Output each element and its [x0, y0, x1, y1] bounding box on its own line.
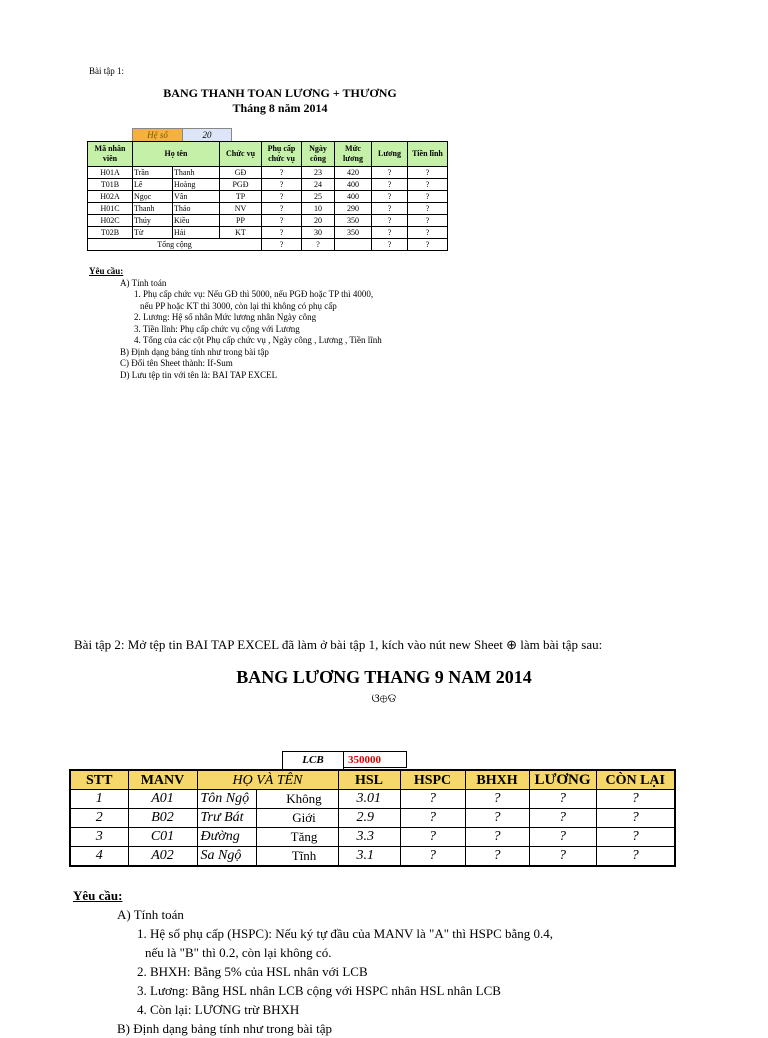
- req-line: B) Định dạng bảng tính như trong bài tập: [120, 346, 269, 357]
- table-cell[interactable]: 290: [335, 203, 372, 215]
- table-cell[interactable]: Tôn Ngộ: [197, 790, 256, 809]
- table-cell[interactable]: Không: [256, 790, 338, 809]
- table-cell[interactable]: ?: [372, 227, 408, 239]
- table-cell[interactable]: Tĩnh: [256, 847, 338, 867]
- req-line: nếu PP hoặc KT thì 3000, còn lại thì không có phụ cấp: [140, 300, 337, 311]
- table-cell[interactable]: A02: [128, 847, 197, 867]
- table-cell[interactable]: H01A: [88, 167, 133, 179]
- req-line: 1. Phụ cấp chức vụ: Nếu GĐ thì 5000, nếu PGĐ hoặc TP thì 4000,: [134, 289, 374, 299]
- table-row: [88, 191, 448, 203]
- table-cell[interactable]: 2.9: [338, 809, 400, 828]
- table-cell[interactable]: Vân: [173, 191, 220, 203]
- table-cell[interactable]: GĐ: [220, 167, 262, 179]
- table-cell[interactable]: Đường: [197, 828, 256, 847]
- table-cell[interactable]: ?: [596, 828, 675, 847]
- ornament-divider: ଓ⊕ଡ: [371, 691, 397, 705]
- table-cell[interactable]: 1: [70, 790, 128, 809]
- exercise-1-label: Bài tập 1:: [89, 66, 124, 76]
- table-row: [88, 227, 448, 239]
- table-cell[interactable]: KT: [220, 227, 262, 239]
- table-cell[interactable]: 30: [302, 227, 335, 239]
- table-cell[interactable]: ?: [400, 828, 465, 847]
- table-cell[interactable]: Sa Ngộ: [197, 847, 256, 867]
- total-phu-cap[interactable]: ?: [262, 239, 302, 251]
- table-cell[interactable]: 3.1: [338, 847, 400, 867]
- exercise-2-intro: Bài tập 2: Mở tệp tin BAI TAP EXCEL đã làm ở bài tập 1, kích vào nút new Sheet ⊕ làm bài tập sau:: [74, 637, 603, 652]
- header-luong[interactable]: Lương: [372, 142, 408, 167]
- table-row: [88, 167, 448, 179]
- table-cell[interactable]: ?: [400, 809, 465, 828]
- table-cell[interactable]: 3.3: [338, 828, 400, 847]
- table-cell[interactable]: 350: [335, 227, 372, 239]
- table-cell[interactable]: ?: [400, 847, 465, 867]
- req-line: 4. Tổng của các cột Phụ cấp chức vụ , Ngày công , Lương , Tiền lĩnh: [134, 335, 382, 345]
- table-row: [70, 847, 675, 867]
- table-cell[interactable]: ?: [408, 167, 448, 179]
- table-cell[interactable]: ?: [529, 790, 596, 809]
- req-heading: Yêu cầu:: [89, 266, 124, 276]
- req-line: D) Lưu tệp tin với tên là: BAI TAP EXCEL: [120, 369, 278, 380]
- table-cell[interactable]: A01: [128, 790, 197, 809]
- salary-table-2: [69, 769, 676, 867]
- header-stt[interactable]: STT: [70, 770, 128, 790]
- table-cell[interactable]: NV: [220, 203, 262, 215]
- req-line: 3. Tiền lĩnh: Phụ cấp chức vụ cộng với Lương: [134, 323, 300, 334]
- table-cell[interactable]: ?: [262, 215, 302, 227]
- header-muc-luong[interactable]: Mức lương: [335, 142, 372, 167]
- table-cell[interactable]: 350: [335, 215, 372, 227]
- table-cell[interactable]: 2: [70, 809, 128, 828]
- header-bhxh[interactable]: BHXH: [465, 770, 529, 790]
- table-cell[interactable]: 10: [302, 203, 335, 215]
- table-cell[interactable]: Thúy: [133, 215, 173, 227]
- req-line: 2. BHXH: Bằng 5% của HSL nhân với LCB: [137, 964, 368, 979]
- table-cell[interactable]: ?: [372, 179, 408, 191]
- table-cell[interactable]: PP: [220, 215, 262, 227]
- table-cell[interactable]: ?: [596, 847, 675, 867]
- exercise-2-requirements: [73, 886, 553, 1038]
- table-cell[interactable]: Lê: [133, 179, 173, 191]
- table-cell[interactable]: 420: [335, 167, 372, 179]
- table-cell[interactable]: ?: [529, 809, 596, 828]
- exercise-1-subtitle: Tháng 8 năm 2014: [232, 101, 328, 115]
- header-manv[interactable]: MANV: [128, 770, 197, 790]
- table-cell[interactable]: Thảo: [173, 203, 220, 215]
- table-cell[interactable]: ?: [529, 828, 596, 847]
- table-cell[interactable]: ?: [262, 203, 302, 215]
- table-cell[interactable]: ?: [372, 167, 408, 179]
- table-cell[interactable]: ?: [408, 191, 448, 203]
- exercise-1-requirements: [89, 266, 382, 381]
- header-phu-cap[interactable]: Phụ cấp chức vụ: [262, 142, 302, 167]
- table-cell[interactable]: ?: [408, 203, 448, 215]
- lcb-value-cell[interactable]: 350000: [343, 751, 407, 768]
- total-ngay-cong[interactable]: ?: [302, 239, 335, 251]
- table-cell[interactable]: Trư Bát: [197, 809, 256, 828]
- table-cell[interactable]: 400: [335, 179, 372, 191]
- table-cell[interactable]: ?: [262, 227, 302, 239]
- table-row: [70, 809, 675, 828]
- exercise-2-title: BANG LƯƠNG THANG 9 NAM 2014: [236, 667, 532, 687]
- exercise-1-title: BANG THANH TOAN LƯƠNG + THƯƠNG: [163, 86, 397, 100]
- header-ngay-cong[interactable]: Ngày công: [302, 142, 335, 167]
- table-cell[interactable]: T02B: [88, 227, 133, 239]
- table-cell[interactable]: Tăng: [256, 828, 338, 847]
- table-cell[interactable]: ?: [408, 215, 448, 227]
- req-line: 4. Còn lại: LƯƠNG trừ BHXH: [137, 1002, 300, 1017]
- req-line: B) Định dạng bảng tính như trong bài tập: [117, 1021, 333, 1036]
- table-row: [70, 828, 675, 847]
- table-cell[interactable]: H02C: [88, 215, 133, 227]
- header-hspc[interactable]: HSPC: [400, 770, 465, 790]
- table-cell[interactable]: ?: [465, 847, 529, 867]
- header-luong[interactable]: LƯƠNG: [529, 770, 596, 790]
- table-cell[interactable]: ?: [408, 179, 448, 191]
- table-cell[interactable]: ?: [372, 203, 408, 215]
- total-luong[interactable]: ?: [372, 239, 408, 251]
- table-cell[interactable]: ?: [529, 847, 596, 867]
- header-ho-ten[interactable]: Họ tên: [133, 142, 220, 167]
- header-hsl[interactable]: HSL: [338, 770, 400, 790]
- table-cell[interactable]: T01B: [88, 179, 133, 191]
- table-cell[interactable]: Ngọc: [133, 191, 173, 203]
- table-row: [88, 203, 448, 215]
- table-cell[interactable]: ?: [596, 809, 675, 828]
- table-cell[interactable]: ?: [596, 790, 675, 809]
- req-heading: Yêu cầu:: [73, 888, 123, 903]
- table-cell[interactable]: 4: [70, 847, 128, 867]
- table-cell[interactable]: Trần: [133, 167, 173, 179]
- table-cell[interactable]: 25: [302, 191, 335, 203]
- table-cell[interactable]: Thanh: [173, 167, 220, 179]
- table-cell[interactable]: 20: [302, 215, 335, 227]
- table-cell[interactable]: ?: [465, 790, 529, 809]
- table-cell[interactable]: ?: [408, 227, 448, 239]
- table-cell[interactable]: H01C: [88, 203, 133, 215]
- table-cell[interactable]: ?: [372, 215, 408, 227]
- table-cell[interactable]: ?: [465, 828, 529, 847]
- table-cell[interactable]: Hoàng: [173, 179, 220, 191]
- total-muc-luong[interactable]: [335, 239, 372, 251]
- table-cell[interactable]: Từ: [133, 227, 173, 239]
- table-cell[interactable]: 23: [302, 167, 335, 179]
- heso-value-cell[interactable]: 20: [182, 128, 232, 142]
- table-cell[interactable]: 400: [335, 191, 372, 203]
- table-cell[interactable]: PGĐ: [220, 179, 262, 191]
- table-cell[interactable]: Giới: [256, 809, 338, 828]
- header-tien-linh[interactable]: Tiền lĩnh: [408, 142, 448, 167]
- req-line: A) Tính toán: [120, 277, 167, 288]
- salary-table-1: [87, 141, 448, 251]
- req-line: nếu là "B" thì 0.2, còn lại không có.: [145, 945, 332, 960]
- table-cell[interactable]: 3: [70, 828, 128, 847]
- table-cell[interactable]: ?: [465, 809, 529, 828]
- table-cell[interactable]: B02: [128, 809, 197, 828]
- table-cell[interactable]: ?: [372, 191, 408, 203]
- table-row: [70, 790, 675, 809]
- table-row: [88, 179, 448, 191]
- header-con-lai[interactable]: CÒN LẠI: [596, 770, 675, 790]
- table-cell[interactable]: ?: [400, 790, 465, 809]
- req-line: 2. Lương: Hệ số nhân Mức lương nhân Ngày công: [134, 312, 317, 322]
- table-cell[interactable]: 3.01: [338, 790, 400, 809]
- lcb-label-cell[interactable]: LCB: [282, 751, 344, 770]
- table-cell[interactable]: Kiều: [173, 215, 220, 227]
- table-cell[interactable]: C01: [128, 828, 197, 847]
- table-cell[interactable]: ?: [262, 167, 302, 179]
- table-cell[interactable]: TP: [220, 191, 262, 203]
- header-ma-nv[interactable]: Mã nhân viên: [88, 142, 133, 167]
- req-line: A) Tính toán: [117, 907, 184, 922]
- req-line: 3. Lương: Bằng HSL nhân LCB cộng với HSPC nhân HSL nhân LCB: [137, 983, 501, 998]
- req-line: C) Đổi tên Sheet thành: If-Sum: [120, 358, 233, 368]
- table-cell[interactable]: ?: [262, 179, 302, 191]
- table-cell[interactable]: Thanh: [133, 203, 173, 215]
- table-cell[interactable]: 24: [302, 179, 335, 191]
- table-cell[interactable]: ?: [262, 191, 302, 203]
- table-cell[interactable]: Hải: [173, 227, 220, 239]
- table-row: [88, 215, 448, 227]
- table-cell[interactable]: H02A: [88, 191, 133, 203]
- header-chuc-vu[interactable]: Chức vụ: [220, 142, 262, 167]
- total-tien-linh[interactable]: ?: [408, 239, 448, 251]
- req-line: 1. Hệ số phụ cấp (HSPC): Nếu ký tự đầu của MANV là "A" thì HSPC bằng 0.4,: [137, 926, 554, 941]
- header-ho-va-ten[interactable]: HỌ VÀ TÊN: [197, 770, 338, 790]
- total-label[interactable]: Tổng cộng: [88, 239, 262, 251]
- heso-label-cell[interactable]: Hệ số: [132, 128, 183, 142]
